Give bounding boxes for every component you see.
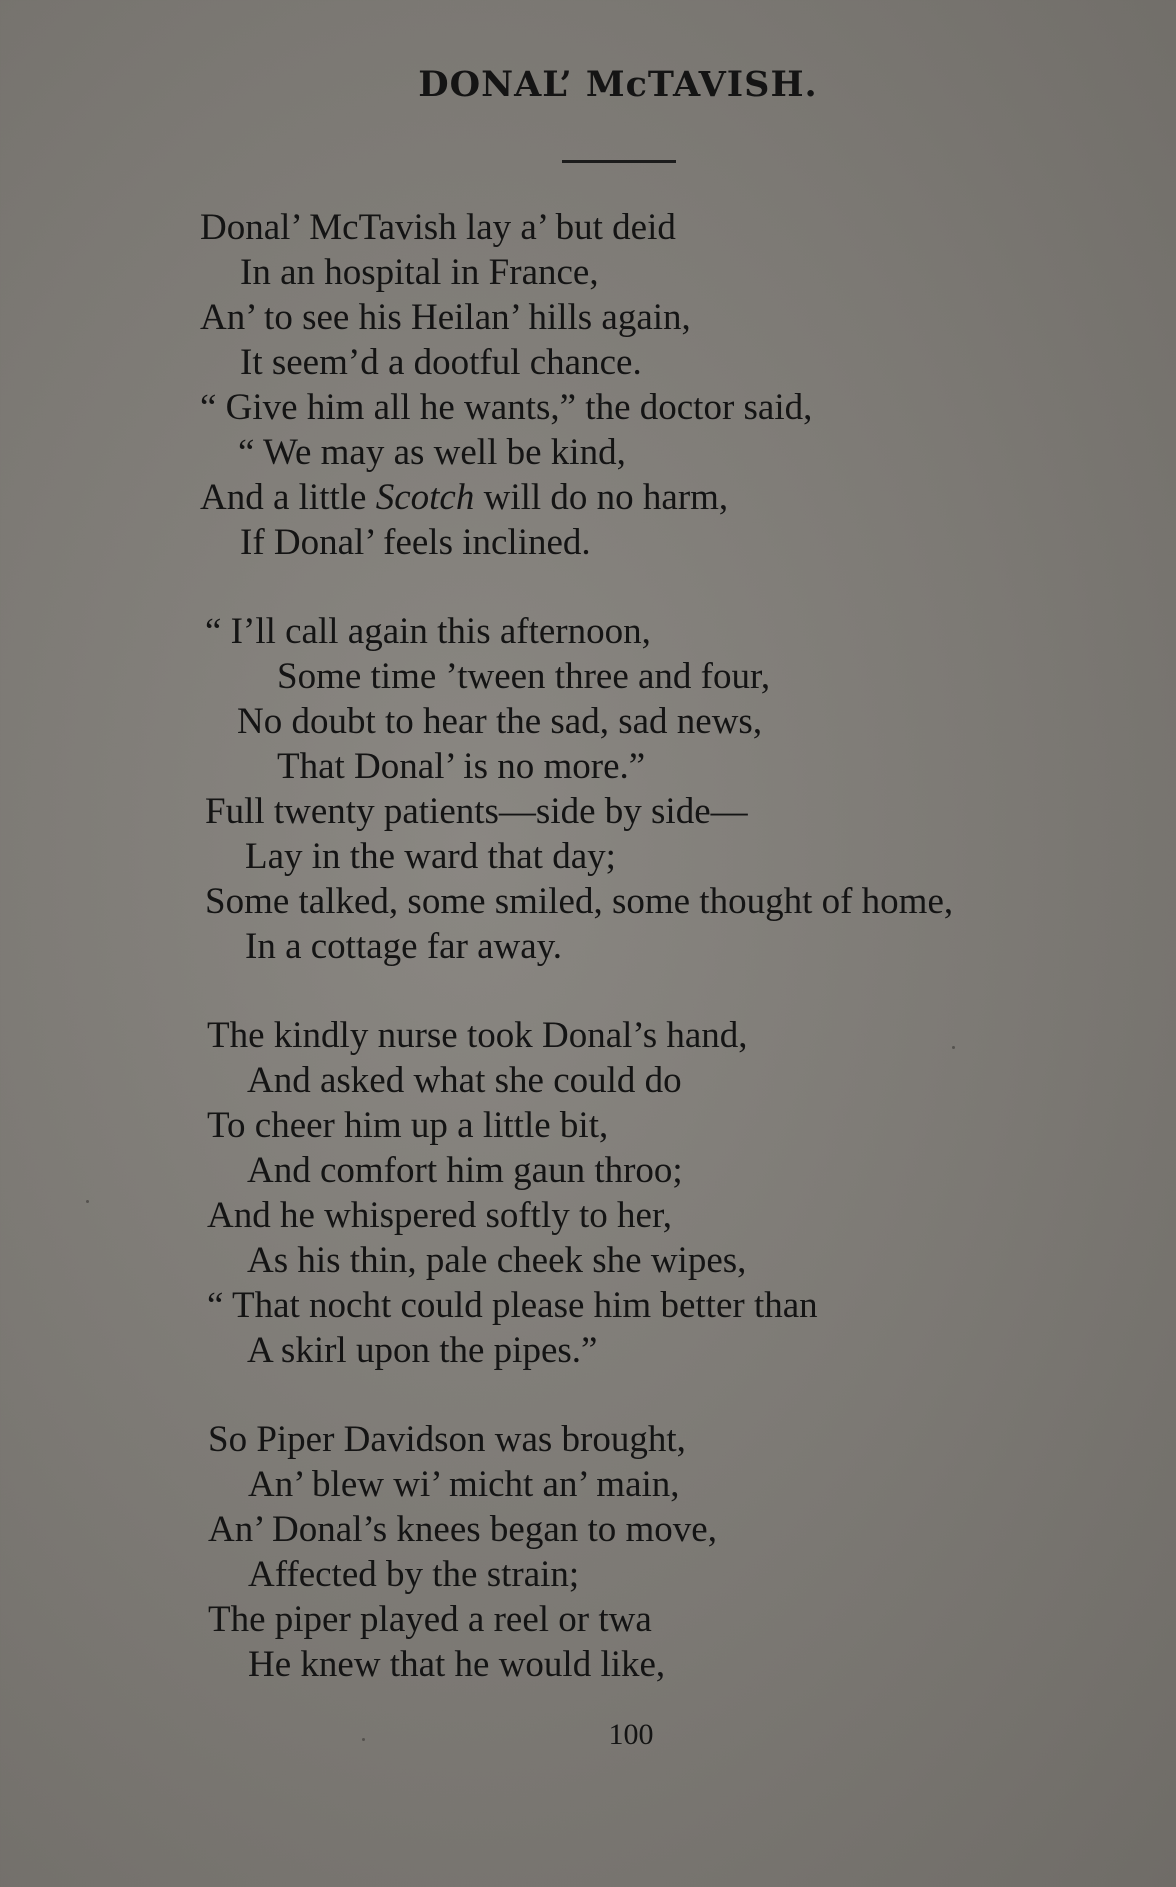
poem-line: Some talked, some smiled, some thought of home, — [205, 881, 954, 922]
italic-word: Scotch — [375, 477, 475, 518]
poem-line: “ That nocht could please him better than — [207, 1285, 818, 1326]
poem-line: To cheer him up a little bit, — [207, 1105, 609, 1146]
poem-line: An’ Donal’s knees began to move, — [208, 1509, 717, 1550]
poem-line: And asked what she could do — [247, 1060, 682, 1101]
poem-line: A skirl upon the pipes.” — [247, 1330, 598, 1371]
poem-line: So Piper Davidson was brought, — [208, 1419, 686, 1460]
stanza-2 — [205, 609, 953, 969]
paper-speck — [952, 1046, 955, 1049]
poem-line: No doubt to hear the sad, sad news, — [237, 701, 763, 742]
poem-line: Full twenty patients—side by side— — [205, 791, 748, 832]
poem-line: That Donal’ is no more.” — [277, 746, 646, 787]
stanza-1 — [200, 205, 812, 565]
poem-line: “ I’ll call again this afternoon, — [205, 611, 651, 652]
poem-line: As his thin, pale cheek she wipes, — [247, 1240, 747, 1281]
page-number: 100 — [608, 1718, 654, 1751]
poem-line — [200, 475, 812, 520]
poem-line: And he whispered softly to her, — [207, 1195, 673, 1236]
poem-line: “ We may as well be kind, — [238, 432, 626, 473]
paper-speck — [362, 1738, 365, 1741]
poem-line: Affected by the strain; — [248, 1554, 580, 1595]
poem-line: He knew that he would like, — [248, 1644, 666, 1685]
poem-line-part: will do no harm, — [474, 477, 729, 518]
poem-line: An’ to see his Heilan’ hills again, — [200, 297, 691, 338]
poem-line: Lay in the ward that day; — [245, 836, 616, 877]
poem-line: “ Give him all he wants,” the doctor said, — [200, 387, 813, 428]
title-divider — [562, 160, 676, 163]
poem-title: DONAL’ McTAVISH. — [418, 64, 818, 105]
stanza-4 — [208, 1417, 717, 1687]
poem-line: In an hospital in France, — [240, 252, 599, 293]
paper-speck — [86, 1200, 89, 1203]
poem-line: In a cottage far away. — [245, 926, 563, 967]
poem-line: If Donal’ feels inclined. — [240, 522, 591, 563]
poem-line: Some time ’tween three and four, — [277, 656, 771, 697]
poem-line: The piper played a reel or twa — [208, 1599, 652, 1640]
poem-line: And comfort him gaun throo; — [247, 1150, 683, 1191]
poem-line-part: And a little — [200, 477, 376, 518]
poem-line: An’ blew wi’ micht an’ main, — [248, 1464, 680, 1505]
poem-line: It seem’d a dootful chance. — [240, 342, 642, 383]
poem-line: Donal’ McTavish lay a’ but deid — [200, 207, 676, 248]
poem-line: The kindly nurse took Donal’s hand, — [207, 1015, 748, 1056]
stanza-3 — [207, 1013, 818, 1373]
